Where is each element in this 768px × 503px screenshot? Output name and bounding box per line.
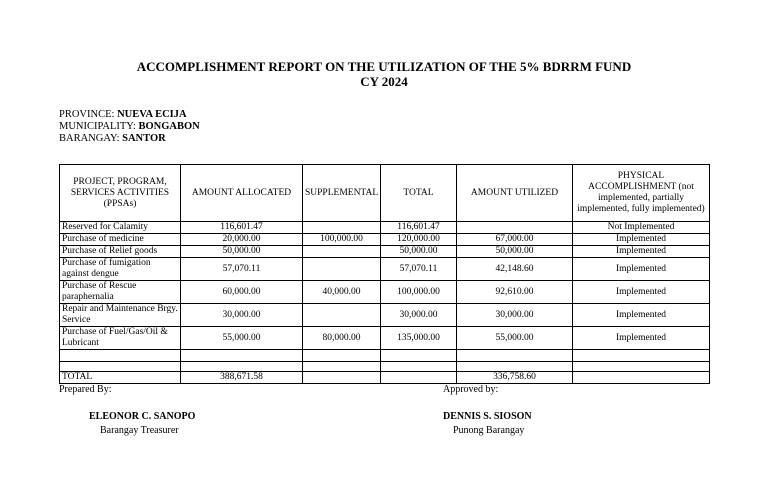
cell-allocated: 30,000.00 [181,304,303,327]
municipality-line [59,121,200,133]
cell-ppsa: Purchase of Relief goods [60,246,181,258]
approved-by-label: Approved by: [443,384,499,395]
cell-supplemental: 100,000.00 [303,234,381,246]
cell-supplemental: 80,000.00 [303,327,381,350]
report-title: ACCOMPLISHMENT REPORT ON THE UTILIZATION OF THE 5% BDRRM FUND [136,59,632,74]
cell-utilized [457,222,573,234]
barangay-label: BARANGAY: [59,133,120,144]
cell-accomplishment: Implemented [573,246,710,258]
total-supplemental [303,372,381,384]
table-row [60,246,710,258]
prepared-by-name: ELEONOR C. SANOPO [89,411,196,422]
header-total: TOTAL [381,165,457,222]
header-ppsas: PROJECT, PROGRAM, SERVICES ACTIVITIES (PPSAs) [60,165,181,222]
header-physical-accomplishment: PHYSICAL ACCOMPLISHMENT (not implemented, partially implemented, fully implemented) [573,165,710,222]
cell-ppsa: Purchase of fumigation against dengue [60,258,181,281]
cell-total: 135,000.00 [381,327,457,350]
cell-supplemental: 40,000.00 [303,281,381,304]
cell-total: 100,000.00 [381,281,457,304]
province-value: NUEVA ECIJA [117,109,187,120]
cell-allocated: 20,000.00 [181,234,303,246]
total-total [381,372,457,384]
cell-accomplishment: Implemented [573,258,710,281]
cell-allocated: 50,000.00 [181,246,303,258]
cell-utilized: 42,148.60 [457,258,573,281]
cell-supplemental [303,222,381,234]
cell-accomplishment: Not Implemented [573,222,710,234]
municipality-value: BONGABON [138,121,200,132]
cell-ppsa: Purchase of Fuel/Gas/Oil & Lubricant [60,327,181,350]
total-accomplishment [573,372,710,384]
cell-supplemental [303,304,381,327]
cell-total: 50,000.00 [381,246,457,258]
cell-accomplishment: Implemented [573,304,710,327]
empty-row [60,350,710,362]
cell-total: 120,000.00 [381,234,457,246]
province-line [59,109,187,121]
approved-by-title: Punong Barangay [453,425,525,436]
total-utilized: 336,758.60 [457,372,573,384]
accomplishment-table [59,164,710,384]
cell-total: 30,000.00 [381,304,457,327]
cell-accomplishment: Implemented [573,234,710,246]
cell-utilized: 50,000.00 [457,246,573,258]
prepared-by-label: Prepared By: [59,384,112,395]
cell-allocated: 55,000.00 [181,327,303,350]
cell-ppsa: Reserved for Calamity [60,222,181,234]
barangay-value: SANTOR [122,133,166,144]
table-row [60,327,710,350]
cell-utilized: 67,000.00 [457,234,573,246]
total-label: TOTAL [60,372,181,384]
cell-allocated: 60,000.00 [181,281,303,304]
empty-row [60,362,710,372]
cell-allocated: 57,070.11 [181,258,303,281]
cell-total: 116,601.47 [381,222,457,234]
total-allocated: 388,671.58 [181,372,303,384]
cell-ppsa: Repair and Maintenance Brgy. Service [60,304,181,327]
cell-accomplishment: Implemented [573,327,710,350]
approved-by-name: DENNIS S. SIOSON [443,411,532,422]
cell-ppsa: Purchase of Rescue paraphernalia [60,281,181,304]
header-supplemental: SUPPLEMENTAL [303,165,381,222]
cell-total: 57,070.11 [381,258,457,281]
cell-supplemental [303,246,381,258]
cell-utilized: 55,000.00 [457,327,573,350]
report-year: CY 2024 [360,74,408,89]
table-header-row [60,165,710,222]
header-amount-allocated: AMOUNT ALLOCATED [181,165,303,222]
cell-utilized: 30,000.00 [457,304,573,327]
cell-allocated: 116,601.47 [181,222,303,234]
cell-supplemental [303,258,381,281]
table-row [60,258,710,281]
prepared-by-title: Barangay Treasurer [100,425,179,436]
table-row [60,234,710,246]
total-row [60,372,710,384]
cell-accomplishment: Implemented [573,281,710,304]
municipality-label: MUNICIPALITY: [59,121,136,132]
province-label: PROVINCE: [59,109,115,120]
table-row [60,304,710,327]
barangay-line [59,133,166,145]
cell-utilized: 92,610.00 [457,281,573,304]
table-row [60,281,710,304]
header-amount-utilized: AMOUNT UTILIZED [457,165,573,222]
table-row [60,222,710,234]
cell-ppsa: Purchase of medicine [60,234,181,246]
